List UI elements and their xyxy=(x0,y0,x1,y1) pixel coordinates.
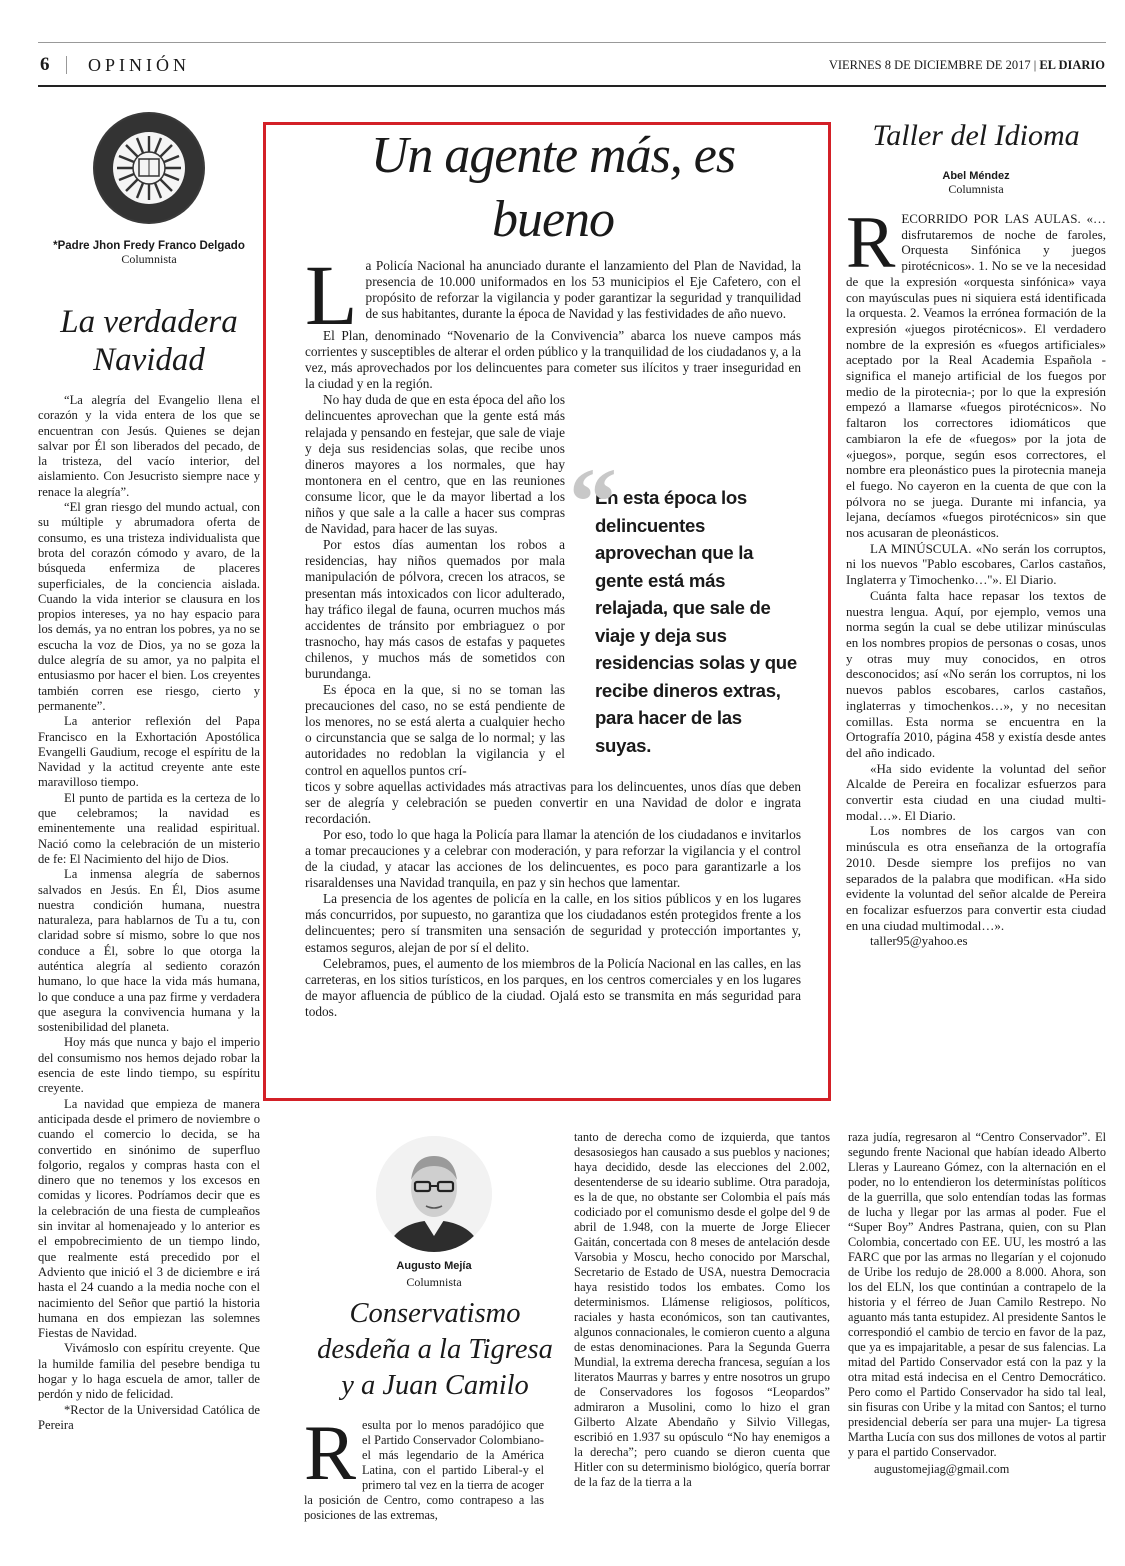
date-separator: | xyxy=(1033,58,1040,72)
article-title-line3: y a Juan Camilo xyxy=(341,1370,529,1401)
column-3 xyxy=(848,1130,1106,1477)
paragraph: «Ha sido evidente la voluntad del señor Alcalde de Pereira en focalizar esfuerzos para convertir esta ciudad en una ciudad multi-modal…». El Diario. xyxy=(846,760,1106,823)
column-2: tanto de derecha como de izquierda, que tantos desasosiegos han causado a sus pueblos y naciones; haya decidido, desde las elecciones del 2.002, desentenderse de su ideario sublime. Otra paradoja, es la de que, no obstante ser Colombia el país más codiciado por el comunismo desde el golpe del 9 de abril de 1.948, con la muerte de Jorge Eliecer Gaitán, concertada con 8 meses de antelación desde Varsobia y Moscu, hecho conocido por Marschal, Secretario de Estado de USA, nuestra Democracia haya resistido todos los embates. Como los determinismos. Llámense religiosos, políticos, raciales y hasta económicos, son tan cautivantes, algunos connacionales, le comieron cuento a alguna de estas denominaciones. Para la Segunda Guerra Mundial, la extrema derecha francesa, seguían a los literatos Maurras y barres y entre nosotros un grupo de Conservadores los fogosos “Leopardos” admiraron a Musolini, como lo hizo el gran Gilberto Alzate Abendaño y Silvio Villegas, escribió en 1.937 su opúsculo “No hay enemigos a la derecha”; pero cuando se dieron cuenta que Hitler con su determinismo biológico, quería borrar de la faz de la tierra a la xyxy=(574,1130,830,1489)
bottom-article xyxy=(300,1130,1106,1550)
paragraph: a Policía Nacional ha anunciado durante el lanzamiento del Plan de Navidad, la presencia de 10.000 uniformados en los 53 municipios el Eje Cafetero, con el propósito de reforzar la vigilancia y poder garantizar la seguridad y tranquilidad de sus habitantes, durante la época de Navidad y las festividades de año nuevo. xyxy=(365,258,801,322)
paragraph: LA MINÚSCULA. «No serán los corruptos, ni los nuevos ''Pablo escobares, Carlos castaños, Inglaterra y Timochenko…''». El Diario. xyxy=(846,540,1106,588)
paragraph: esulta por lo menos paradójico que el Partido Conservador Colombiano- el más legendario de la América Latina, con el partido Liberal-y el primero tal vez en la tierra de acoger la posición de Centro, como contrapeso a las posiciones de las extremas, xyxy=(304,1418,544,1522)
paragraph: Vivámoslo con espíritu creyente. Que la humilde familia del pesebre bendiga tu hogar y lo haga escuela de amor, taller de perdón y nido de felicidad. xyxy=(38,1341,260,1402)
article-title-line1: La verdadera xyxy=(60,304,238,340)
author-role: Columnista xyxy=(948,182,1004,196)
column-1 xyxy=(304,1409,544,1523)
paragraph: La inmensa alegría de sabernos salvados en Jesús. En Él, Dios asume nuestra condición humana, nuestra naturaleza, para hablarnos de Tu a tu, con claridad sobre sí mismo, sobre lo que nos conduce a Él, sobre lo que otorga la auténtica alegría al sediento corazón humano, lo que hace la vida más humana, lo que conduce a una paz firme y verdadera que asegura la convivencia humana y la sostenibilidad del planeta. xyxy=(38,867,260,1035)
editorial-title: Un agente más, es bueno xyxy=(370,127,736,248)
editorial-lead xyxy=(305,247,801,343)
author-role: Columnista xyxy=(121,252,177,266)
right-column xyxy=(846,116,1106,949)
drop-cap: R xyxy=(846,202,896,284)
paragraph: Los nombres de los cargos van con minúscula es otra enseñanza de la ortografía 2010. Desde siempre los prefijos no van separados de la palabra que modifican. «Ha sido evidente la voluntad del señor alcalde de Pereira en focalizar esfuerzos para convertir esta ciudad en una ciudad multimodal…». xyxy=(846,823,1106,933)
header-date: VIERNES 8 DE DICIEMBRE DE 2017 xyxy=(828,58,1031,72)
paragraph: No hay duda de que en esta época del año los delincuentes aprovechan que la gente está más relajada y pensando en festejar, que sale de viaje y deja sus residencias solas, que recibe unos dineros mayores a los normales, que hay montonera en el centro, que en las reuniones consume licor, que le da mayor libertad a los niños y que sale a la calle a hacer sus compras de Navidad, para hacer de las suyas. xyxy=(305,392,565,537)
paragraph: Cuánta falta hace repasar los textos de nuestra lengua. Aquí, por ejemplo, vemos una norma según la cual se debe utilizar minúsculas en los nombres propios de personas o cosas, unos y otras muy muy conocidos, en otros desconocidos; así «No serán los corruptos, ni los nuevos pablos escobares, carlos castaños, inglaterras y timochenkos…», y no necesitan comillas. Esta norma se encuentra en la Ortografía 2010, página 458 y existía desde antes del año indicado. xyxy=(846,587,1106,760)
article-title-line2: desdeña a la Tigresa xyxy=(317,1334,553,1365)
section-name: OPINIÓN xyxy=(88,55,190,75)
drop-cap: L xyxy=(305,247,358,343)
header-rule xyxy=(38,85,1106,87)
top-rule xyxy=(38,42,1106,43)
paragraph: raza judía, regresaron al “Centro Conservador”. El segundo frente Nacional que habían ideado Alberto Lleras y Laureano Gómez, con la alternación en el poder, no lo entendieron los determinístas políticos de la guerrilla, que solo entendían todas las formas de lucha y llegar por las armas al poder. Fue el “Super Boy” Andres Pastrana, quien, con su Plan Colombia, concertado con EE. UU, les mostró a las FARC que por las armas no llegarían y el cojonudo de Uribe los redujo de 28.000 a 8.000. Ahora, son los del ELN, los que continúan a contrapelo de la historia y el férreo de Juan Camilo Restrepo. No aguanto más tanta estupidez. Al presidente Santos le correspondió el cambio de tercio en favor de la paz, que ya es impajaritable, a pesar de sus falencias. La mitad del Partido Conservador está con la paz y la otra mitad está indecisa en el Centro Democrático. Pero como el Partido Conservador ha sido tal leal, sin fisuras con Uribe y la mitad con Santos; el turno presidencial debería ser para una mujer- La tigresa Martha Lucía con sus dos millones de votos al partir y para el partido Conservador. xyxy=(848,1130,1106,1459)
author-name: Abel Méndez xyxy=(942,170,1010,182)
author-email: taller95@yahoo.es xyxy=(870,933,968,949)
university-seal xyxy=(93,112,205,224)
editorial-middle xyxy=(305,392,801,778)
article-title-line2: Navidad xyxy=(93,342,205,378)
article-title-line1: Conservatismo xyxy=(349,1298,521,1329)
author-name: Augusto Mejía xyxy=(396,1260,472,1272)
paragraph: “El gran riesgo del mundo actual, con su múltiple y abrumadora oferta de consumo, es una tristeza individualista que brota del corazón cómodo y avaro, de la búsqueda enfermiza de placeres superficiales, de la conciencia aislada. Cuando la vida interior se clausura en los propios intereses, ya no hay espacio para los demás, ya no entran los pobres, ya no se escucha la voz de Dios, ya no se goza la dulce alegría de su amor, ya no palpita el entusiasmo por hacer el bien. Los creyentes también corren ese riesgo, cierto y permanente”. xyxy=(38,500,260,713)
paragraph xyxy=(846,202,1106,541)
pull-quote-text: En esta época los delincuentes aprovechan que la gente está más relajada, que sale de viaje y deja sus residencias solas y que recibe dineros extras, para hacer de las suyas. xyxy=(595,487,797,756)
page-number: 6 xyxy=(40,54,50,75)
paragraph: Celebramos, pues, el aumento de los miembros de la Policía Nacional en las calles, en las carreteras, en los sitios turísticos, en los parques, en los centros comerciales y en los lugares de mayor afluencia de público de la ciudad. Ojalá esto se transmita en más seguridad para todos. xyxy=(305,955,801,1019)
quote-mark-icon: “ xyxy=(569,448,617,556)
paragraph: La anterior reflexión del Papa Francisco en la Exhortación Apostólica Evangelli Gaudium, recoge el espíritu de la Navidad y la actitud creyente ante este maravilloso tiempo. xyxy=(38,714,260,790)
author-photo xyxy=(376,1136,492,1252)
author-note: *Rector de la Universidad Católica de Pereira xyxy=(38,1402,260,1432)
paragraph: Por estos días aumentan los robos a residencias, hay niños quemados por mala manipulación de pólvora, crecen los atracos, se presentan más intoxicados con licor adulterado, hay tráfico ilegal de fauna, ocurren muchos más accidentes de tránsito por embriaguez o por trasnocho, hay más casos de estafas y paquetes chilenos, y muchos más de sometidos con burundanga. xyxy=(305,537,565,681)
drop-cap: R xyxy=(304,1409,357,1496)
header-separator xyxy=(66,56,67,74)
paragraph: Por eso, todo lo que haga la Policía para llamar la atención de los ciudadanos e invitarlos a tomar precauciones y a celebrar con moderación, y para reforzar la vigilancia y el control de la ciudad, y atacar las acciones de los delincuentes, es poco para garantizarle a los risaraldenses una Navidad tranquila, en paz y sin hechos que lamentar. xyxy=(305,826,801,891)
paragraph: El punto de partida es la certeza de lo que celebramos; la navidad es eminentemente una realidad espiritual. Nació como la celebración de un misterio de fe: El Nacimiento del hijo de Dios. xyxy=(38,790,260,866)
column-body xyxy=(846,202,1106,949)
article-body xyxy=(38,393,260,1433)
left-column xyxy=(38,106,260,1433)
paper-name: EL DIARIO xyxy=(1039,58,1105,72)
header-date-block xyxy=(829,58,1105,73)
author-email: augustomejiag@gmail.com xyxy=(874,1462,1010,1476)
paragraph-text: ECORRIDO POR LAS AULAS. «… disfrutaremos de noche de faroles, Orquesta Sinfónica y juegos pirotécnicos». 1. No se ve la necesidad de que la expresión «orquesta sinfónica» vaya con mayúsculas pues ni siquiera está identificada la orquesta. 2. Veamos la errónea formación de la expresión «juegos pirotécnicos». El verdadero nombre de la expresión es «fuegos artificiales» aceptado por la Real Academia Española -significa el manejo artificial de los fuegos por medio de la pirotecnia-; por lo que la expresión empezó a llamarse «fuegos pirotécnicos». No faltaron los correctores idiomáticos que cambiaron la efe de «fuegos» por la jota de «juegos», porque, según esos correctores, el nombre era pleonástico pues la pirotecnia maneja el fuego. No cayeron en la cuenta de que con la pólvora no se juega. Durante mi infancia, ya lejana, decíamos «fuegos pirotécnicos» sin que nos acusaran de pleonásticos. xyxy=(846,211,1106,541)
column-title: Taller del Idioma xyxy=(872,119,1080,152)
paragraph: Hoy más que nunca y bajo el imperio del consumismo nos hemos dejado robar la esencia de este lindo tiempo, su espíritu creyente. xyxy=(38,1035,260,1096)
author-name: *Padre Jhon Fredy Franco Delgado xyxy=(53,240,245,252)
portrait-icon xyxy=(376,1136,492,1252)
seal-emblem xyxy=(93,112,205,224)
paragraph: Es época en la que, si no se toman las precauciones del caso, no se está pendiente de los menores, no se está alerta a cualquier hecho o circunstancia que se salga de lo normal; y las autoridades no redoblan la vigilancia y el control en aquellos puntos crí- xyxy=(305,682,565,778)
paragraph: La navidad que empieza de manera anticipada desde el primero de noviembre o cuando el comercio lo decida, se ha convertido en sinónimo de superfluo folgorio, regalos y compras hasta con el dinero que no tenemos y los excesos en comidas y licores. Podríamos decir que es la celebración de una fiesta de cumpleaños sin invitar al homenajeado y lo anterior es el empobrecimiento de un tiempo lindo, que realmente está precedido por el Adviento que inició el 3 de diciembre e irá hasta el 24 cuando a la media noche con el nacimiento del Señor que partió la historia humana en dos empiezan las solemnes Fiestas de Navidad. xyxy=(38,1096,260,1341)
author-role: Columnista xyxy=(406,1275,462,1289)
paragraph: La presencia de los agentes de policía en la calle, en los sitios públicos y en los lugares más concurridos, por supuesto, no garantiza que los ciudadanos estén protegidos frente a los delincuentes; pero sí transmiten una sensación de seguridad y protección importantes y, estamos seguros, alejan de por sí el delito. xyxy=(305,891,801,955)
paragraph-continued: ticos y sobre aquellas actividades más atractivas para los delincuentes, unos días que deben ser de alegría y celebración se pueden convertir en una Navidad de dolor e ingrata recordación. xyxy=(305,778,801,826)
paragraph: El Plan, denominado “Novenario de la Convivencia” abarca los nueve campos más corrientes y susceptibles de alterar el orden público y la tranquilidad de los ciudadanos y, a la vez, más aprovechados por los delincuentes para cometer sus ilícitos y traer inseguridad en la ciudad y en la región. xyxy=(305,328,801,392)
pull-quote xyxy=(569,448,801,759)
paragraph: “La alegría del Evangelio llena el corazón y la vida entera de los que se encuentran con Jesús. Quienes se dejan salvar por Él son liberados del pecado, de la tristeza, del vacío interior, del aislamiento. Con Jesucristo siempre nace y renace la alegría”. xyxy=(38,393,260,499)
editorial xyxy=(305,124,801,1020)
